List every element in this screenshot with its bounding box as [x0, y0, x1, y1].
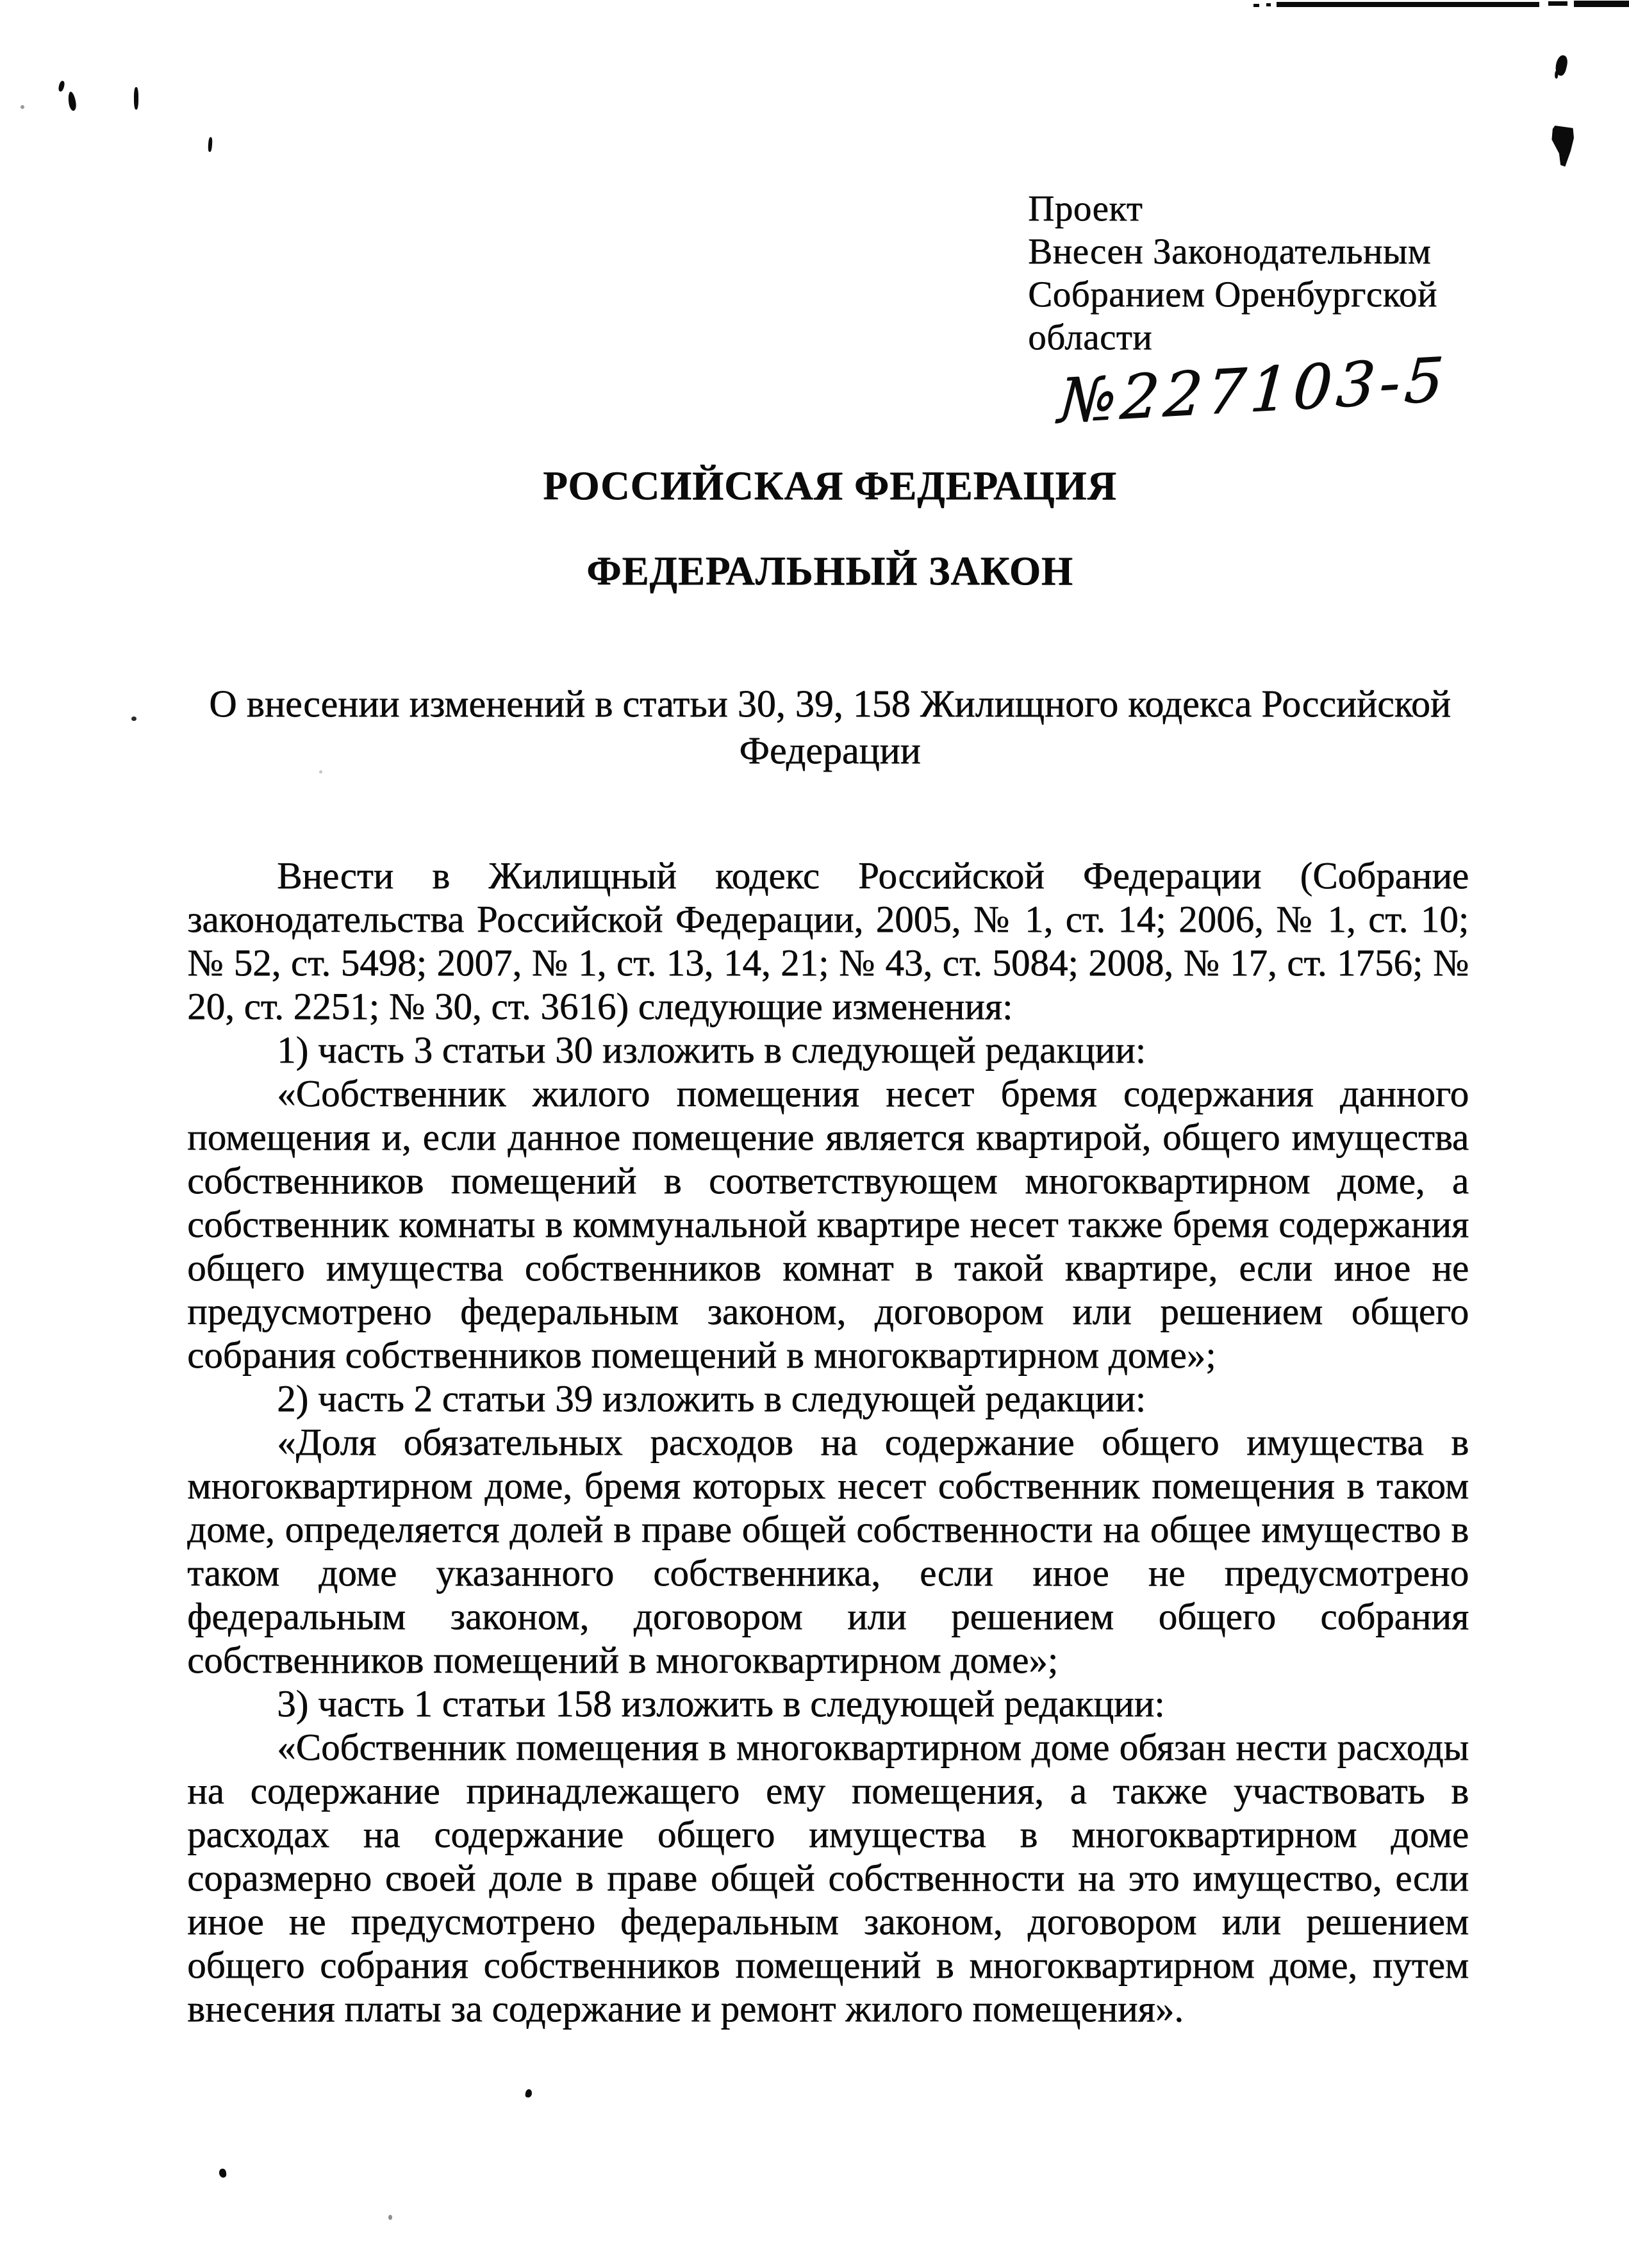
- heading-doc-type: ФЕДЕРАЛЬНЫЙ ЗАКОН: [586, 549, 1073, 593]
- scan-speck: [525, 2089, 533, 2098]
- submission-line: Проект: [1028, 188, 1143, 229]
- scan-speck: [21, 105, 24, 109]
- scan-speck: [134, 87, 138, 110]
- law-paragraph: 2) часть 2 статьи 39 изложить в следующей редакции:: [277, 1377, 1146, 1420]
- scan-speck: [219, 2168, 226, 2178]
- law-paragraph: «Собственник жилого помещения несет бремя содержания данного помещения и, если данное помещение является квартирой, общего имущества собственников помещений в соответствующем многоквартирном доме, а собственник комнаты в коммунальной квартире несет также бремя содержания общего имущества собственников комнат в такой квартире, если иное не предусмотрено федеральным законом, договором или решением общего собрания собственников помещений в многоквартирном доме»;: [187, 1072, 1469, 1376]
- scan-speck: [1266, 3, 1271, 6]
- law-paragraph: 3) часть 1 статьи 158 изложить в следующей редакции:: [277, 1682, 1165, 1725]
- submission-line: области: [1028, 317, 1153, 358]
- law-body: [187, 854, 1469, 2030]
- ink-blot-small: [1553, 54, 1569, 76]
- scan-edge-line-artifact: [1277, 2, 1539, 7]
- scan-speck: [1253, 4, 1259, 7]
- submission-line: Собранием Оренбургской: [1028, 274, 1437, 315]
- scan-speck: [208, 137, 213, 152]
- law-title: О внесении изменений в статьи 30, 39, 158 Жилищного кодекса Российской Федерации: [209, 683, 1451, 772]
- handwritten-bill-number: №227103-5: [1056, 344, 1450, 437]
- scan-speck: [388, 2215, 392, 2220]
- scan-speck: [131, 716, 136, 721]
- scan-speck: [67, 91, 78, 111]
- law-paragraph: Внести в Жилищный кодекс Российской Федерации (Собрание законодательства Российской Федерации, 2005, № 1, ст. 14; 2006, № 1, ст. 10; № 52, ст. 5498; 2007, № 1, ст. 13, 14, 21; № 43, ст. 5084; 2008, № 17, ст. 1756; № 20, ст. 2251; № 30, ст. 3616) следующие изменения:: [187, 854, 1469, 1027]
- submission-block: [1028, 187, 1515, 359]
- law-paragraph: «Доля обязательных расходов на содержание общего имущества в многоквартирном доме, бремя которых несет собственник помещения в таком доме, определяется долей в праве общей собственности на общее имущество в таком доме указанного собственника, если иное не предусмотрено федеральным законом, договором или решением общего собрания собственников помещений в многоквартирном доме»;: [187, 1421, 1469, 1681]
- scan-speck: [58, 80, 65, 92]
- scan-edge-line-artifact: [1548, 1, 1567, 6]
- law-paragraph: «Собственник помещения в многоквартирном доме обязан нести расходы на содержание принадлежащего ему помещения, а также участвовать в расходах на содержание общего имущества в многоквартирном доме соразмерно своей доле в праве общей собственности на это имущество, если иное не предусмотрено федеральным законом, договором или решением общего собрания собственников помещений в многоквартирном доме, путем внесения платы за содержание и ремонт жилого помещения».: [187, 1726, 1469, 2030]
- ink-blot-large: [1551, 126, 1574, 167]
- law-paragraph: 1) часть 3 статьи 30 изложить в следующей редакции:: [277, 1029, 1146, 1071]
- submission-line: Внесен Законодательным: [1028, 231, 1432, 272]
- heading-country: РОССИЙСКАЯ ФЕДЕРАЦИЯ: [543, 463, 1117, 508]
- scan-edge-line-artifact: [1574, 1, 1629, 7]
